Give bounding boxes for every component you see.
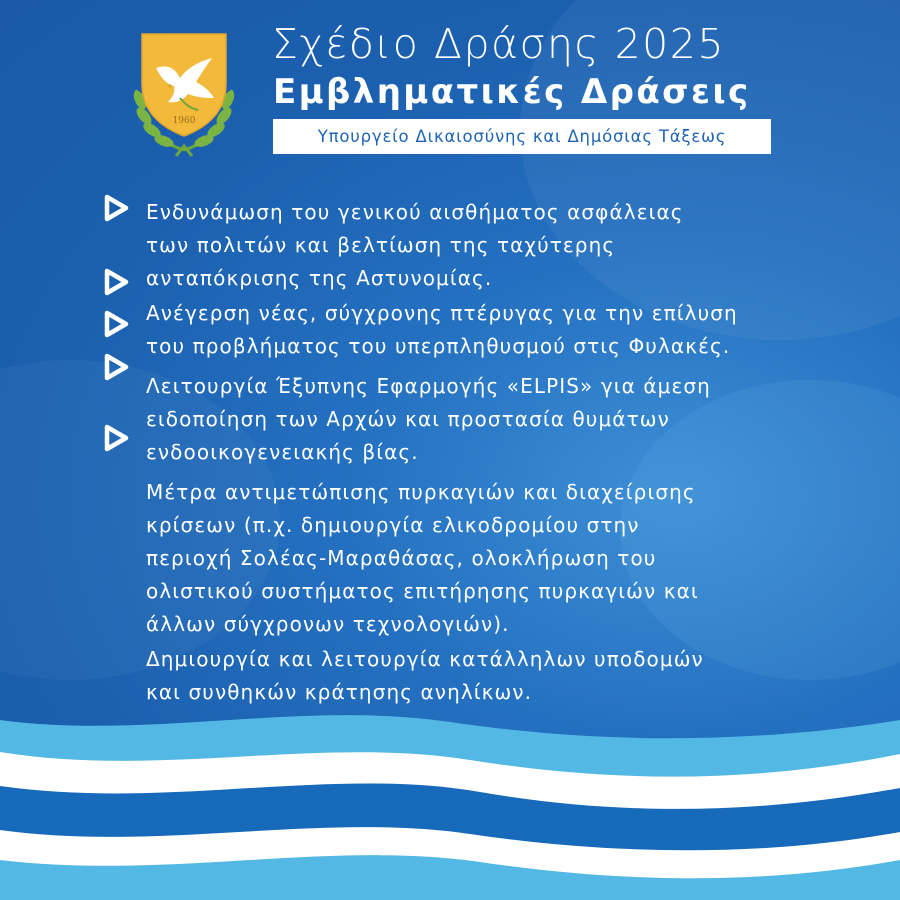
play-bullet-icon (101, 192, 131, 224)
action-item (146, 370, 846, 469)
action-line: των πολιτών και βελτίωση της ταχύτερης (146, 233, 616, 257)
waves-decoration (0, 700, 900, 900)
action-line: του προβλήματος του υπερπληθυσμού στις Φυλακές. (146, 334, 731, 358)
cyprus-emblem-icon (128, 28, 240, 162)
page-subtitle: Εμβληματικές Δράσεις (273, 72, 751, 112)
action-line: ειδοποίηση των Αρχών και προστασία θυμάτων (146, 407, 670, 431)
action-line: ανταπόκρισης της Αστυνομίας. (146, 266, 493, 290)
play-bullet-icon (101, 422, 131, 454)
play-bullet-icon (101, 308, 131, 340)
action-item (146, 476, 846, 641)
action-line: ενδοοικογενειακής βίας. (146, 440, 419, 464)
action-line: Δημιουργία και λειτουργία κατάλληλων υποδομών (146, 647, 704, 671)
page-title: Σχέδιο Δράσης 2025 (272, 20, 725, 68)
play-bullet-icon (101, 266, 131, 298)
action-line: Ανέγερση νέας, σύγχρονης πτέρυγας για την επίλυση (146, 301, 738, 325)
emblem-year: 1960 (172, 116, 196, 126)
action-line: Ενδυνάμωση του γενικού αισθήματος ασφάλειας (146, 200, 684, 224)
action-line: περιοχή Σολέας-Μαραθάσας, ολοκλήρωση του (146, 546, 657, 570)
ministry-label: Υπουργείο Δικαιοσύνης και Δημόσιας Τάξεως (273, 119, 771, 154)
action-line: Μέτρα αντιμετώπισης πυρκαγιών και διαχείρισης (146, 480, 696, 504)
action-line: ολιστικού συστήματος επιτήρησης πυρκαγιών και (146, 579, 699, 603)
action-item (146, 297, 846, 363)
play-bullet-icon (101, 351, 131, 383)
action-line: και συνθηκών κράτησης ανηλίκων. (146, 680, 533, 704)
action-item (146, 196, 846, 295)
action-line: κρίσεων (π.χ. δημιουργία ελικοδρομίου στην (146, 513, 640, 537)
action-line: άλλων σύγχρονων τεχνολογιών). (146, 612, 510, 636)
action-line: Λειτουργία Έξυπνης Εφαρμογής «ELPIS» για άμεση (146, 374, 711, 398)
